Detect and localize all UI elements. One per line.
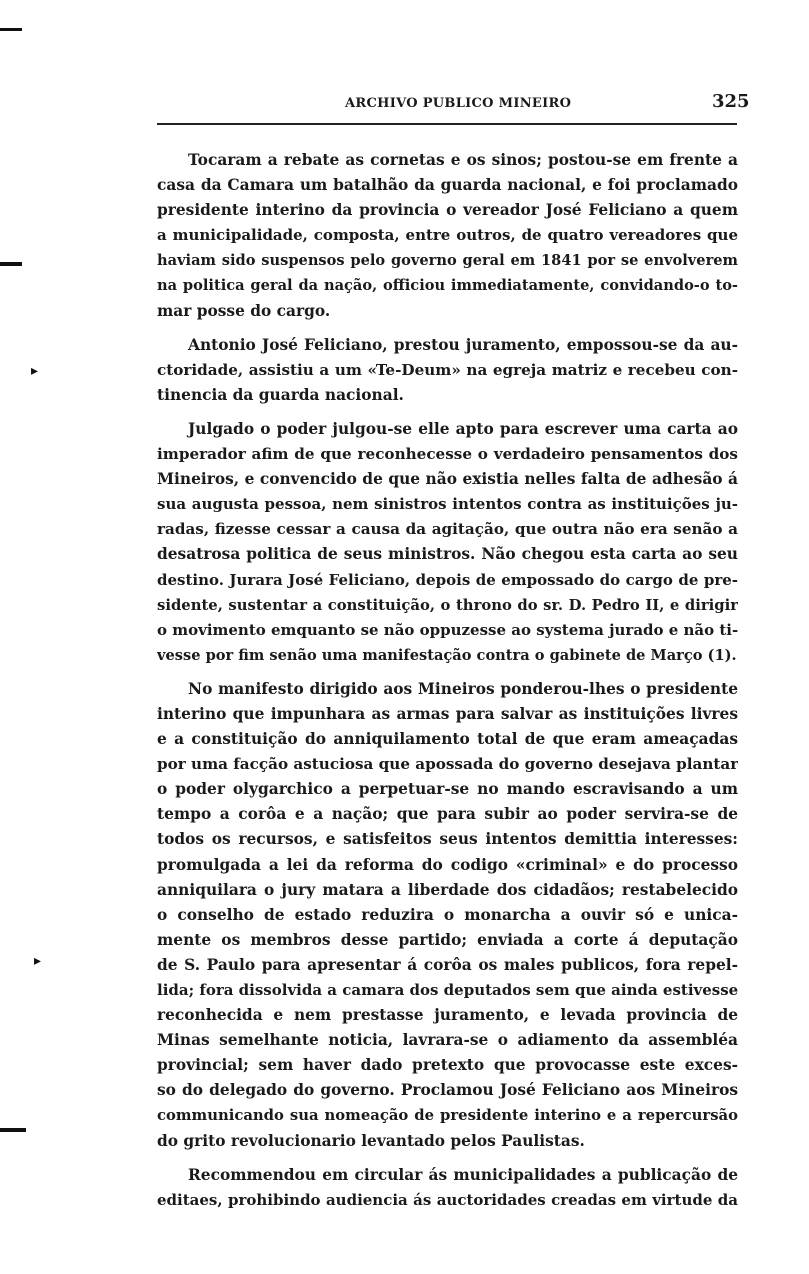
text-line: promulgada a lei da reforma do codigo «criminal» e do processo	[157, 855, 738, 874]
text-line: todos os recursos, e satisfeitos seus intentos demittia interesses:	[157, 830, 738, 849]
text-line: o movimento emquanto se não oppuzesse ao systema jurado e não ti-	[157, 620, 738, 639]
text-line: radas, fizesse cessar a causa da agitação, que outra não era senão a	[157, 520, 738, 539]
text-line: destino. Jurara José Feliciano, depois de empossado do cargo de pre-	[157, 570, 738, 589]
text-line: reconhecida e nem prestasse juramento, e levada provincia de	[157, 1006, 738, 1025]
text-line: e a constituição do anniquilamento total de que eram ameaçadas	[157, 730, 738, 749]
body-text	[157, 148, 738, 1222]
text-line: provincial; sem haver dado pretexto que provocasse este exces-	[157, 1056, 738, 1075]
text-line: Minas semelhante noticia, lavrara-se o adiamento da assembléa	[157, 1031, 738, 1050]
header-rule	[157, 123, 737, 125]
text-line: imperador afim de que reconhecesse o verdadeiro pensamentos dos	[157, 445, 738, 464]
text-line: so do delegado do governo. Proclamou José Feliciano aos Mineiros	[157, 1081, 738, 1100]
text-line: o conselho de estado reduzira o monarcha a ouvir só e unica-	[157, 905, 738, 924]
scan-edge-mark	[0, 1128, 26, 1132]
text-line: Tocaram a rebate as cornetas e os sinos; postou-se em frente a	[188, 151, 738, 169]
text-line: haviam sido suspensos pelo governo geral em 1841 por se envolverem	[157, 252, 738, 270]
scan-speck: ▸	[31, 363, 39, 379]
text-line: de S. Paulo para apresentar á corôa os males publicos, fora repel-	[157, 955, 738, 974]
paragraph	[157, 677, 738, 1154]
text-line: anniquilara o jury matara a liberdade dos cidadãos; restabelecido	[157, 880, 738, 899]
text-line: por uma facção astuciosa que apossada do governo desejava plantar	[157, 755, 738, 774]
paragraph	[157, 333, 738, 408]
paragraph	[157, 148, 738, 324]
text-line: Mineiros, e convencido de que não existia nelles falta de adhesão á	[157, 470, 738, 489]
text-line: o poder olygarchico a perpetuar-se no mando escravisando a um	[157, 780, 738, 799]
text-line: ctoridade, assistiu a um «Te-Deum» na egreja matriz e recebeu con-	[157, 360, 738, 379]
text-line: mar posse do cargo.	[157, 301, 331, 320]
text-line: na politica geral da nação, officiou immediatamente, convidando-o to-	[157, 277, 738, 295]
text-line: do grito revolucionario levantado pelos Paulistas.	[157, 1131, 585, 1150]
text-line: interino que impunhara as armas para salvar as instituições livres	[157, 704, 738, 723]
running-title: ARCHIVO PUBLICO MINEIRO	[345, 96, 572, 111]
text-line: No manifesto dirigido aos Mineiros ponderou-lhes o presidente	[188, 679, 738, 698]
text-line: lida; fora dissolvida a camara dos deputados sem que ainda estivesse	[157, 981, 738, 999]
text-line: tempo a corôa e a nação; que para subir ao poder servira-se de	[157, 805, 738, 824]
paragraph	[157, 417, 738, 668]
paragraph	[157, 1163, 738, 1213]
scan-speck: ▸	[34, 953, 42, 969]
text-line: presidente interino da provincia o vereador José Feliciano a quem	[157, 201, 738, 220]
text-line: desatrosa politica de seus ministros. Não chegou esta carta ao seu	[157, 545, 738, 564]
text-line: tinencia da guarda nacional.	[157, 385, 404, 404]
text-line: editaes, prohibindo audiencia ás auctoridades creadas em virtude da	[157, 1190, 738, 1209]
text-line: sidente, sustentar a constituição, o throno do sr. D. Pedro II, e dirigir	[157, 596, 738, 614]
page-number: 325	[712, 91, 750, 112]
text-line: sua augusta pessoa, nem sinistros intentos contra as instituições ju-	[157, 495, 738, 514]
text-line: communicando sua nomeação de presidente interino e a repercursão	[157, 1107, 738, 1125]
text-line: Recommendou em circular ás municipalidades a publicação de	[188, 1165, 738, 1184]
scan-edge-mark	[0, 262, 22, 266]
text-line: Julgado o poder julgou-se elle apto para escrever uma carta ao	[188, 419, 738, 438]
text-line: a municipalidade, composta, entre outros, de quatro vereadores que	[157, 226, 738, 245]
scan-edge-mark	[0, 28, 22, 31]
text-line: Antonio José Feliciano, prestou juramento, empossou-se da au-	[188, 335, 738, 354]
text-line: vesse por fim senão uma manifestação contra o gabinete de Março (1).	[157, 646, 737, 664]
text-line: casa da Camara um batalhão da guarda nacional, e foi proclamado	[157, 176, 738, 195]
text-line: mente os membros desse partido; enviada a corte á deputação	[157, 930, 738, 949]
